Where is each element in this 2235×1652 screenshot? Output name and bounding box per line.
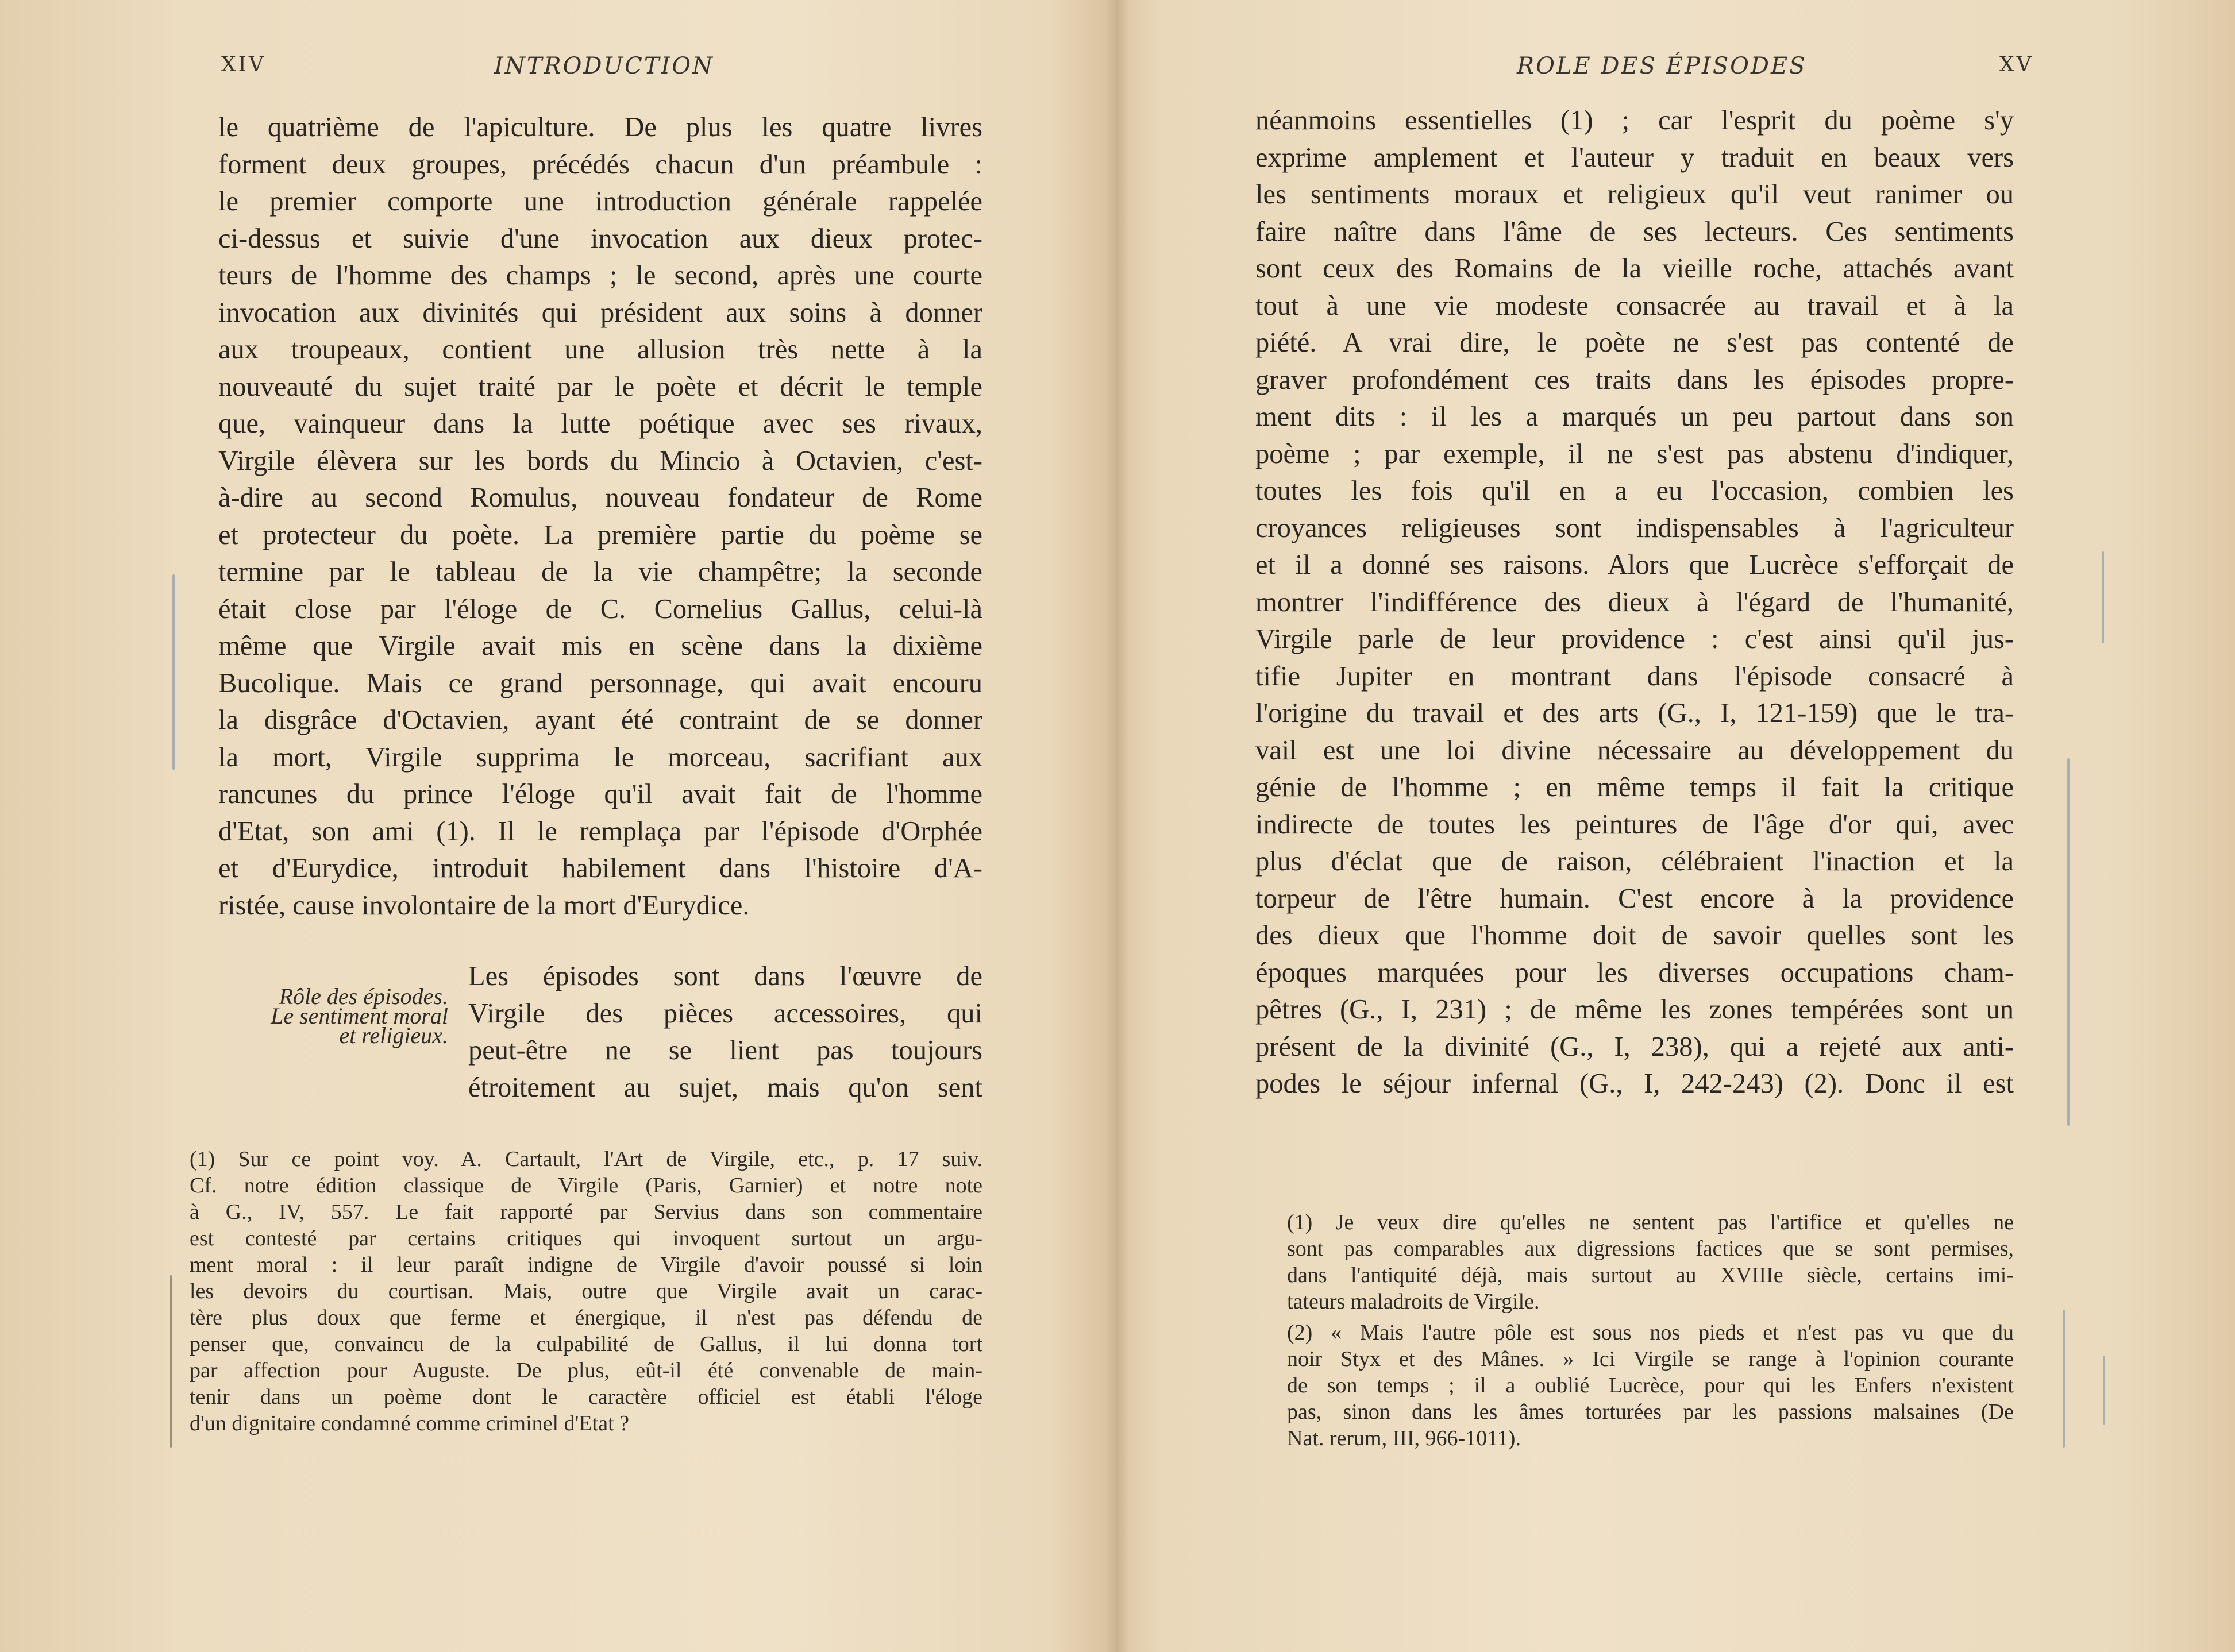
footnote-line: de son temps ; il a oublié Lucrèce, pour qui les Enfers n'existent <box>1287 1373 2014 1398</box>
pencil-mark <box>170 1275 172 1448</box>
text-line: rancunes du prince l'éloge qu'il avait fait de l'homme <box>218 779 982 809</box>
text-line: présent de la divinité (G., I, 238), qui a rejeté aux anti- <box>1255 1031 2014 1062</box>
text-line: montrer l'indifférence des dieux à l'égard de l'humanité, <box>1255 586 2014 617</box>
text-line: ristée, cause involontaire de la mort d'Eurydice. <box>218 890 750 921</box>
left-main-text <box>218 109 982 924</box>
text-line: l'origine du travail et des arts (G., I, 121-159) que le tra- <box>1255 698 2014 728</box>
footnote-line: à G., IV, 557. Le fait rapporté par Servius dans son commentaire <box>190 1200 982 1224</box>
text-line: étroitement au sujet, mais qu'on sent <box>468 1072 982 1103</box>
text-line: teurs de l'homme des champs ; le second, après une courte <box>218 260 982 291</box>
text-line: croyances religieuses sont indispensables à l'agriculteur <box>1255 512 2014 543</box>
footnote-line: Cf. notre édition classique de Virgile (Paris, Garnier) et notre note <box>190 1174 982 1198</box>
footnote-line: (1) Je veux dire qu'elles ne sentent pas l'artifice et qu'elles ne <box>1287 1210 2014 1234</box>
text-line: Virgile des pièces accessoires, qui <box>468 998 982 1029</box>
footnote-line: est contesté par certains critiques qui invoquent surtout un argu- <box>190 1226 982 1250</box>
text-line: le premier comporte une introduction générale rappelée <box>218 186 982 217</box>
text-line: époques marquées pour les diverses occupations cham- <box>1255 957 2014 988</box>
text-line: les sentiments moraux et religieux qu'il veut ranimer ou <box>1255 179 2014 210</box>
footnote-line: dans l'antiquité déjà, mais surtout au XVIIIe siècle, certains imi- <box>1287 1263 2014 1287</box>
text-line: aux troupeaux, contient une allusion très nette à la <box>218 334 982 365</box>
text-line: et d'Eurydice, introduit habilement dans l'histoire d'A- <box>218 853 982 883</box>
footnote-line: (2) « Mais l'autre pôle est sous nos pieds et n'est pas vu que du <box>1287 1321 2014 1345</box>
text-line: que, vainqueur dans la lutte poétique avec ses rivaux, <box>218 408 982 439</box>
text-line: pêtres (G., I, 231) ; de même les zones tempérées sont un <box>1255 994 2014 1025</box>
text-line: néanmoins essentielles (1) ; car l'esprit du poème s'y <box>1255 105 2014 136</box>
footnote-line: tère plus doux que ferme et énergique, il n'est pas défendu de <box>190 1306 982 1330</box>
footnote-line: penser que, convaincu de la culpabilité de Gallus, il lui donna tort <box>190 1332 982 1356</box>
right-running-header: ROLE DES ÉPISODES <box>1517 53 1807 79</box>
text-line: à-dire au second Romulus, nouveau fondateur de Rome <box>218 483 982 513</box>
text-line: des dieux que l'homme doit de savoir quelles sont les <box>1255 920 2014 951</box>
pencil-mark <box>2063 1310 2065 1448</box>
text-line: poème ; par exemple, il ne s'est pas abstenu d'indiquer, <box>1255 438 2014 469</box>
footnote-line: noir Styx et des Mânes. » Ici Virgile se range à l'opinion courante <box>1287 1347 2014 1371</box>
text-line: ci-dessus et suivie d'une invocation aux dieux protec- <box>218 223 982 254</box>
text-line: la mort, Virgile supprima le morceau, sacrifiant aux <box>218 742 982 773</box>
text-line: d'Etat, son ami (1). Il le remplaça par l'épisode d'Orphée <box>218 816 982 847</box>
text-line: plus d'éclat que de raison, célébraient l'inaction et la <box>1255 846 2014 877</box>
footnote-line: (1) Sur ce point voy. A. Cartault, l'Art de Virgile, etc., p. 17 suiv. <box>190 1147 982 1171</box>
left-folio: XIV <box>221 53 266 76</box>
text-line: tifie Jupiter en montrant dans l'épisode consacré à <box>1255 661 2014 692</box>
footnote-1 <box>1287 1209 2014 1315</box>
text-line: était close par l'éloge de C. Cornelius Gallus, celui-là <box>218 593 982 624</box>
text-line: tout à une vie modeste consacrée au travail et à la <box>1255 290 2014 321</box>
text-line: toutes les fois qu'il en a eu l'occasion, combien les <box>1255 476 2014 506</box>
text-line: et il a donné ses raisons. Alors que Lucrèce s'efforçait de <box>1255 550 2014 580</box>
right-folio: XV <box>1999 53 2034 76</box>
pencil-mark <box>2102 551 2104 643</box>
text-line: sont ceux des Romains de la vieille roche, attachés avant <box>1255 253 2014 284</box>
text-line: et protecteur du poète. La première partie du poème se <box>218 519 982 550</box>
text-line: graver profondément ces traits dans les épisodes propre- <box>1255 364 2014 395</box>
right-page <box>1126 0 2235 1652</box>
text-line: le quatrième de l'apiculture. De plus les quatre livres <box>218 112 982 142</box>
footnote-line: d'un dignitaire condamné comme criminel d'Etat ? <box>190 1411 629 1435</box>
text-line: faire naître dans l'âme de ses lecteurs. Ces sentiments <box>1255 216 2014 247</box>
footnote-2 <box>1287 1319 2014 1452</box>
sidenote-line-3: et religieux. <box>339 1022 448 1048</box>
text-line: invocation aux divinités qui président aux soins à donner <box>218 297 982 328</box>
pencil-mark <box>2103 1356 2105 1425</box>
text-line: la disgrâce d'Octavien, ayant été contraint de se donner <box>218 705 982 735</box>
right-main-text <box>1255 102 2014 1103</box>
pencil-mark <box>2067 758 2070 1126</box>
left-page <box>0 0 1109 1652</box>
sidenote-line-2: Le sentiment moral <box>271 1003 448 1029</box>
footnote-line: tateurs maladroits de Virgile. <box>1287 1290 1540 1314</box>
left-section-text <box>468 958 982 1106</box>
text-line: piété. A vrai dire, le poète ne s'est pas contenté de <box>1255 327 2014 358</box>
text-line: nouveauté du sujet traité par le poète et décrit le temple <box>218 371 982 402</box>
text-line: indirecte de toutes les peintures de l'âge d'or qui, avec <box>1255 809 2014 840</box>
text-line: génie de l'homme ; en même temps il fait la critique <box>1255 772 2014 802</box>
text-line: exprime amplement et l'auteur y traduit en beaux vers <box>1255 142 2014 173</box>
sidenote-line-1: Rôle des épisodes. <box>279 983 448 1009</box>
text-line: podes le séjour infernal (G., I, 242-243) (2). Donc il est <box>1255 1068 2014 1099</box>
text-line: ment dits : il les a marqués un peu partout dans son <box>1255 402 2014 432</box>
text-line: vail est une loi divine nécessaire au développement du <box>1255 735 2014 766</box>
text-line: Bucolique. Mais ce grand personnage, qui avait encouru <box>218 667 982 698</box>
right-footnotes <box>1287 1209 2014 1452</box>
footnote-line: Nat. rerum, III, 966-1011). <box>1287 1426 1521 1450</box>
left-running-header: INTRODUCTION <box>494 53 715 79</box>
footnote-line: les devoirs du courtisan. Mais, outre que Virgile avait un carac- <box>190 1279 982 1303</box>
footnote-line: tenir dans un poème dont le caractère officiel est établi l'éloge <box>190 1385 982 1409</box>
footnote-line: par affection pour Auguste. De plus, eût-il été convenable de main- <box>190 1358 982 1383</box>
text-line: Les épisodes sont dans l'œuvre de <box>468 961 982 991</box>
text-line: même que Virgile avait mis en scène dans la dixième <box>218 631 982 661</box>
text-line: Virgile élèvera sur les bords du Mincio à Octavien, c'est- <box>218 445 982 476</box>
book-gutter <box>1106 0 1129 1652</box>
text-line: peut-être ne se lient pas toujours <box>468 1035 982 1066</box>
text-line: forment deux groupes, précédés chacun d'un préambule : <box>218 149 982 180</box>
footnote-line: ment moral : il leur paraît indigne de Virgile d'avoir poussé si loin <box>190 1253 982 1277</box>
footnote-line: pas, sinon dans les âmes torturées par les passions malsaines (De <box>1287 1400 2014 1424</box>
text-line: torpeur de l'être humain. C'est encore à la providence <box>1255 883 2014 914</box>
left-footnotes <box>190 1146 982 1437</box>
left-sidenote <box>195 983 448 1048</box>
text-line: termine par le tableau de la vie champêtre; la seconde <box>218 557 982 587</box>
footnote-line: sont pas comparables aux digressions factices que se sont permises, <box>1287 1237 2014 1261</box>
pencil-mark <box>172 574 175 770</box>
text-line: Virgile parle de leur providence : c'est ainsi qu'il jus- <box>1255 624 2014 654</box>
